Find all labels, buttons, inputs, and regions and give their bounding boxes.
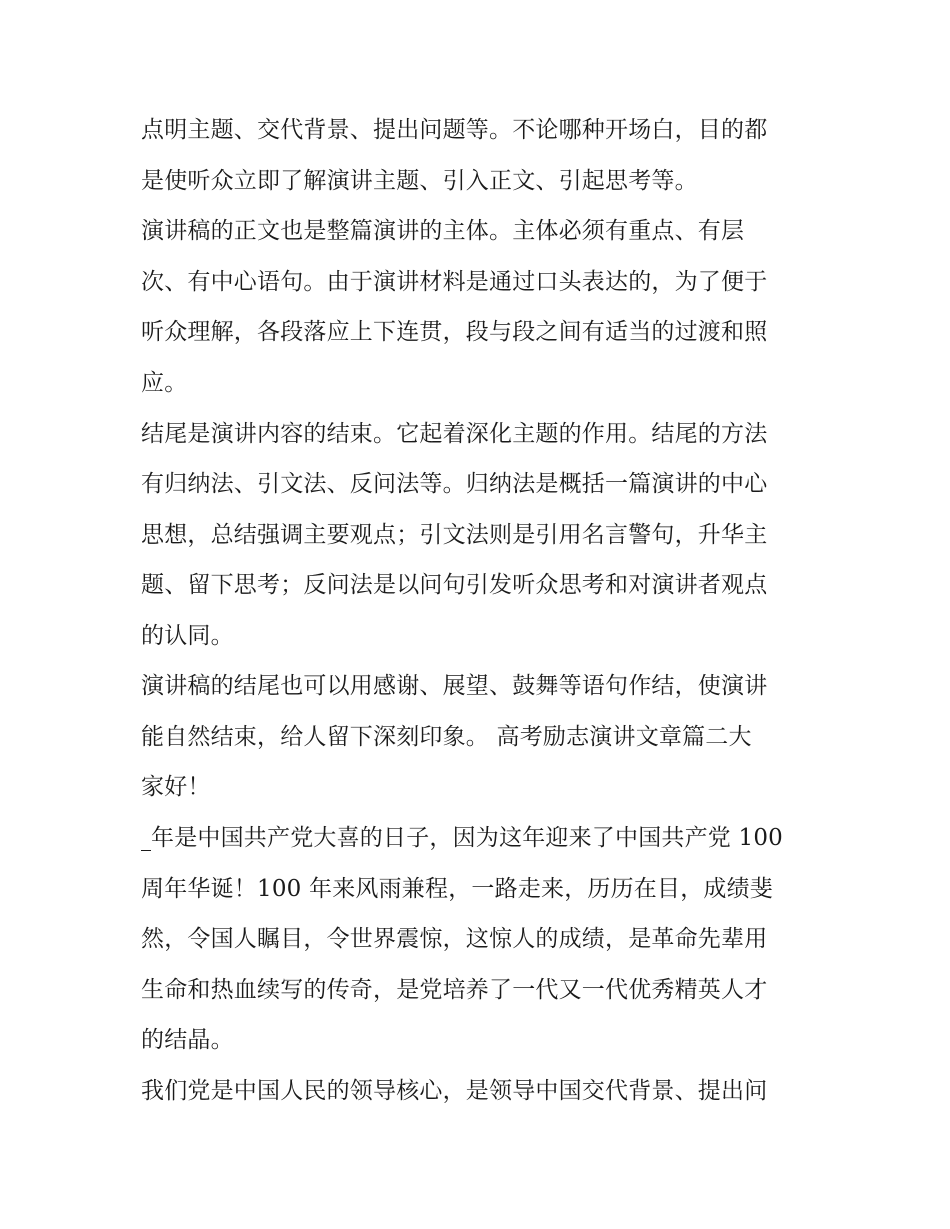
text-line: 结尾是演讲内容的结束。它起着深化主题的作用。结尾的方法 [141,421,768,447]
text-line: 的认同。 [141,623,234,649]
text-line: 题、留下思考；反问法是以问句引发听众思考和对演讲者观点 [141,572,768,598]
text-line: 演讲稿的正文也是整篇演讲的主体。主体必须有重点、有层 [141,218,745,244]
text-line: 的结晶。 [141,1027,234,1053]
text-line: 周年华诞！100 年来风雨兼程，一路走来，历历在目，成绩斐 [141,876,774,902]
text-line: 然，令国人瞩目，令世界震惊，这惊人的成绩，是革命先辈用 [141,926,768,952]
text-line: 演讲稿的结尾也可以用感谢、展望、鼓舞等语句作结，使演讲 [141,673,768,699]
text-line: 我们党是中国人民的领导核心，是领导中国交代背景、提出问 [141,1078,768,1104]
text-line: 是使听众立即了解演讲主题、引入正文、引起思考等。 [141,168,698,194]
text-line: 有归纳法、引文法、反问法等。归纳法是概括一篇演讲的中心 [141,471,768,497]
text-line: 次、有中心语句。由于演讲材料是通过口头表达的，为了便于 [141,269,768,295]
text-line: 思想，总结强调主要观点；引文法则是引用名言警句，升华主 [141,522,768,548]
text-line: 应。 [141,370,188,396]
text-line: 年是中国共产党大喜的日子，因为这年迎来了中国共产党 100 [151,825,784,851]
text-line: 听众理解，各段落应上下连贯，段与段之间有适当的过渡和照 [141,319,768,345]
text-line: 点明主题、交代背景、提出问题等。不论哪种开场白，目的都 [141,117,768,143]
text-line: 能自然结束，给人留下深刻印象。 高考励志演讲文章篇二大 [141,724,752,750]
text-line: 家好！ [141,774,211,800]
blank-underline [141,850,151,851]
text-line: 生命和热血续写的传奇，是党培养了一代又一代优秀精英人才 [141,977,768,1003]
